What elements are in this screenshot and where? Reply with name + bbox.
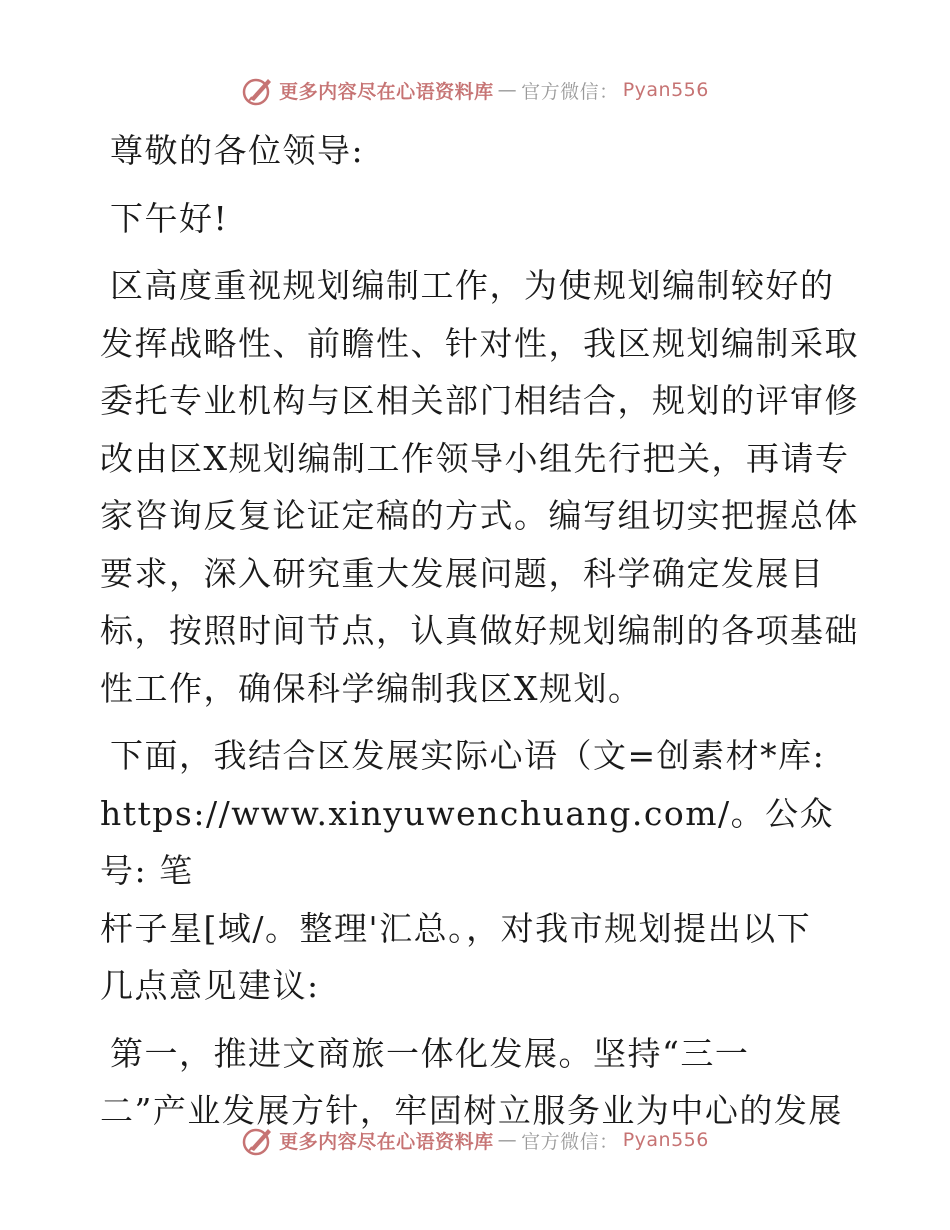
paragraph-line: 第一，推进文商旅一体化发展。坚持“三一 <box>110 1033 750 1073</box>
banner-brand: 更多内容尽在心语资料库 <box>279 80 494 103</box>
banner-account: Pyan556 <box>622 79 709 101</box>
banner-wechat-label: 官方微信： <box>521 80 619 103</box>
greeting: 下午好! <box>110 198 229 238</box>
paragraph-line: 性工作，确保科学编制我区X规划。 <box>100 668 643 708</box>
paragraph-line: 发挥战略性、前瞻性、针对性，我区规划编制采取 <box>100 323 859 363</box>
paragraph-1 <box>100 257 860 717</box>
paragraph-line: 改由区X规划编制工作领导小组先行把关，再请专 <box>100 438 850 478</box>
paragraph-2 <box>100 727 860 1015</box>
paragraph-line: 二”产业发展方针，牢固树立服务业为中心的发展 <box>100 1091 843 1130</box>
banner-separator: — <box>497 1129 518 1151</box>
document-body <box>100 122 860 1140</box>
paragraph-line: 家咨询反复论证定稿的方式。编写组切实把握总体 <box>100 496 859 535</box>
paragraph-line: 几点意见建议: <box>100 966 320 1005</box>
quill-pen-icon <box>241 1123 275 1157</box>
banner-separator: — <box>497 79 518 101</box>
quill-pen-icon <box>241 73 275 107</box>
paragraph-line: 要求，深入研究重大发展问题，科学确定发展目 <box>100 553 825 593</box>
banner-wechat-label: 官方微信： <box>521 1130 619 1153</box>
paragraph-line: https://www.xinyuwenchuang.com/。公众号: 笔 <box>100 793 835 890</box>
paragraph-line: 委托专业机构与区相关部门相结合，规划的评审修 <box>100 381 859 420</box>
salutation: 尊敬的各位领导: <box>110 131 365 170</box>
paragraph-line: 下面，我结合区发展实际心语（文=创素材*库: <box>110 736 826 775</box>
footer-watermark <box>0 1120 950 1160</box>
banner-account: Pyan556 <box>622 1129 709 1151</box>
paragraph-line: 标，按照时间节点，认真做好规划编制的各项基础 <box>100 611 859 650</box>
header-watermark <box>0 70 950 110</box>
banner-brand: 更多内容尽在心语资料库 <box>279 1130 494 1153</box>
paragraph-line: 杆子星[域/。整理'汇总。，对我市规划提出以下 <box>100 908 812 948</box>
paragraph-line: 区高度重视规划编制工作，为使规划编制较好的 <box>110 266 835 305</box>
